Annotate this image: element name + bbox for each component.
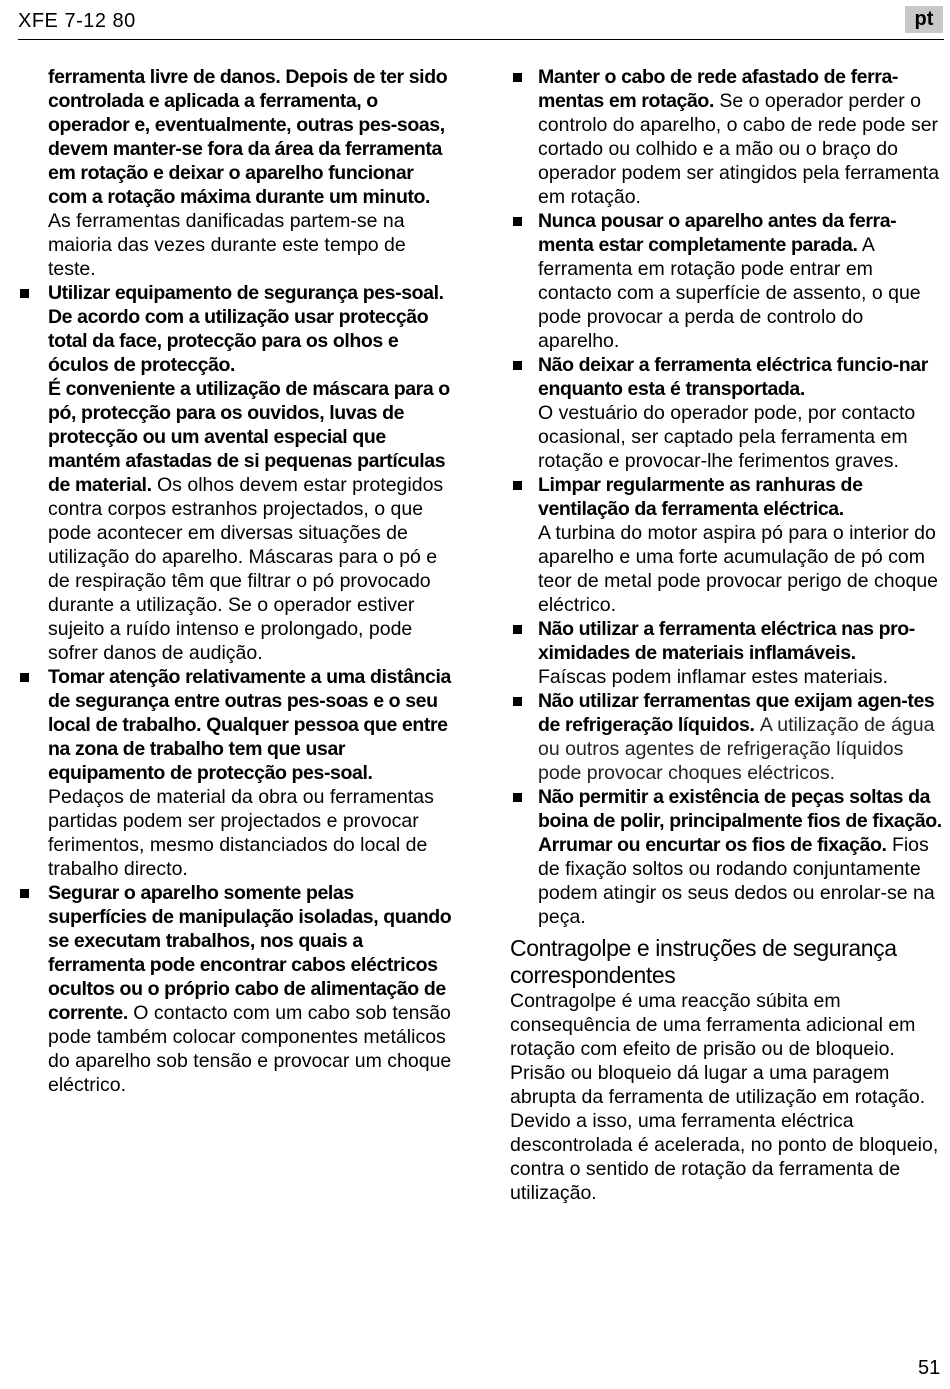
safety-item: Limpar regularmente as ranhuras de ventilação da ferramenta eléctrica. A turbina do motor aspira pó para o interior do aparelho e uma forte acumulação de pó com teor de metal pode provocar perigo de choque eléctrico.: [510, 473, 946, 617]
bullet-icon: [20, 289, 29, 298]
bullet-icon: [513, 793, 522, 802]
bullet-icon: [513, 481, 522, 490]
safety-item: Segurar o aparelho somente pelas superfícies de manipulação isoladas, quando se executam trabalhos, nos quais a ferramenta pode encontrar cabos eléctricos ocultos ou o próprio cabo de alimentação de corrente. O contacto com um cabo sob tensão pode também colocar componentes metálicos do aparelho sob tensão e provocar um choque eléctrico.: [48, 881, 452, 1097]
safety-item: Não permitir a existência de peças soltas da boina de polir, principalmente fios de fixação. Arrumar ou encurtar os fios de fixação. Fios de fixação soltos ou rodando conjuntamente podem atingir os seus dedos ou enrolar-se na peça.: [510, 785, 946, 929]
safety-item: Tomar atenção relativamente a uma distância de segurança entre outras pes-soas e o seu local de trabalho. Qualquer pessoa que entre na zona de trabalho tem que usar equipamento de protecção pes-soal. Pedaços de material da obra ou ferramentas partidas podem ser projectados e provocar ferimentos, mesmo distanciados do local de trabalho directo.: [48, 665, 452, 881]
safety-item: Não deixar a ferramenta eléctrica funcio-nar enquanto esta é transportada. O vestuário do operador pode, por contacto ocasional, ser captado pela ferramenta em rotação e provocar-lhe ferimentos graves.: [510, 353, 946, 473]
header-model: XFE 7-12 80: [18, 10, 136, 32]
header-rule: [18, 39, 944, 40]
right-column: [510, 65, 946, 1205]
language-badge: pt: [905, 6, 943, 33]
bullet-icon: [513, 625, 522, 634]
bullet-icon: [513, 73, 522, 82]
continuation-note: As ferramentas danificadas partem-se na maioria das vezes durante este tempo de teste.: [48, 210, 406, 280]
continuation-paragraph: ferramenta livre de danos. Depois de ter sido controlada e aplicada a ferramenta, o operador e, eventualmente, outras pes-soas, devem manter-se fora da área da ferramenta em rotação e deixar o aparelho funcionar com a rotação máxima durante um minuto.: [48, 66, 448, 208]
section-title: Contragolpe e instruções de segurança correspondentes: [510, 935, 897, 988]
bullet-icon: [513, 697, 522, 706]
safety-item: Nunca pousar o aparelho antes da ferra-menta estar completamente parada. A ferramenta em rotação pode entrar em contacto com a superfície de assento, o que pode provocar a perda de controlo do aparelho.: [510, 209, 946, 353]
bullet-icon: [20, 889, 29, 898]
page-number: 51: [918, 1357, 941, 1379]
bullet-icon: [20, 673, 29, 682]
bullet-icon: [513, 361, 522, 370]
bullet-icon: [513, 217, 522, 226]
safety-item: Não utilizar a ferramenta eléctrica nas pro-ximidades de materiais inflamáveis. Faíscas podem inflamar estes materiais.: [510, 617, 946, 689]
safety-item: Utilizar equipamento de segurança pes-soal. De acordo com a utilização usar protecção total da face, protecção para os olhos e óculos de protecção. É conveniente a utilização de máscara para o pó, protecção para os ouvidos, luvas de protecção ou um avental especial que mantém afastadas de si pequenas partículas de material. Os olhos devem estar protegidos contra corpos estranhos projectados, o que pode acontecer em diversas situações de utilização do aparelho. Máscaras para o pó e de respiração têm que filtrar o pó provocado durante a utilização. Se o operador estiver sujeito a ruído intenso e prolongado, pode sofrer danos de audição.: [48, 281, 452, 665]
section-paragraph: Contragolpe é uma reacção súbita em consequência de uma ferramenta adicional em rotação com efeito de prisão ou de bloqueio. Prisão ou bloqueio dá lugar a uma paragem abrupta da ferramenta de utilização em rotação. Devido a isso, uma ferramenta eléctrica descontrolada é acelerada, no ponto de bloqueio, contra o sentido de rotação da ferramenta de utilização.: [510, 990, 939, 1204]
safety-item: Não utilizar ferramentas que exijam agen-tes de refrigeração líquidos. A utilização de água ou outros agentes de refrigeração líquidos pode provocar choques eléctricos.: [510, 689, 946, 785]
safety-item: Manter o cabo de rede afastado de ferra-mentas em rotação. Se o operador perder o controlo do aparelho, o cabo de rede pode ser cortado ou colhido e a mão ou o braço do operador podem ser atingidos pela ferramenta em rotação.: [510, 65, 946, 209]
left-column: [48, 65, 452, 1097]
